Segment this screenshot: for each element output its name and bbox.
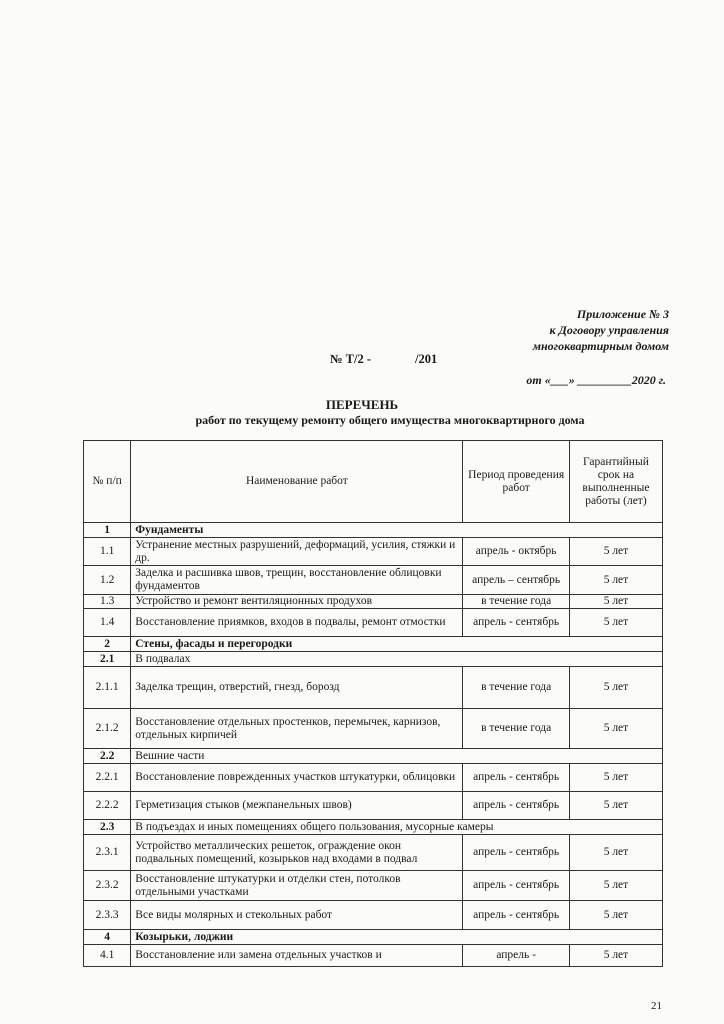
table-section-row: [84, 652, 663, 667]
work-name: Заделка и расшивка швов, трещин, восстановление облицовки фундаментов: [131, 566, 463, 595]
warranty-term: 5 лет: [569, 667, 662, 709]
work-period: апрель – сентябрь: [463, 566, 569, 595]
work-name: Восстановление приямков, входов в подвалы, ремонт отмостки: [131, 609, 463, 637]
section-name: Вешние части: [131, 749, 663, 764]
table-row: [84, 945, 663, 967]
warranty-term: 5 лет: [569, 945, 662, 967]
table-row: [84, 538, 663, 566]
header-term: Гарантийный срок на выполненные работы (лет): [569, 441, 662, 523]
work-period: апрель - сентябрь: [463, 835, 569, 871]
work-period: в течение года: [463, 595, 569, 609]
row-number: 2: [84, 637, 131, 652]
row-number: 1.1: [84, 538, 131, 566]
contract-number: [330, 352, 437, 367]
table-row: [84, 709, 663, 749]
work-period: апрель - сентябрь: [463, 764, 569, 792]
section-name: В подвалах: [131, 652, 663, 667]
row-number: 2.1.2: [84, 709, 131, 749]
warranty-term: 5 лет: [569, 764, 662, 792]
row-number: 2.1: [84, 652, 131, 667]
table-section-row: [84, 523, 663, 538]
warranty-term: 5 лет: [569, 901, 662, 930]
work-name: Заделка трещин, отверстий, гнезд, борозд: [131, 667, 463, 709]
work-name: Герметизация стыков (межпанельных швов): [131, 792, 463, 820]
section-name: В подъездах и иных помещениях общего пользования, мусорные камеры: [131, 820, 663, 835]
table-row: [84, 835, 663, 871]
work-period: апрель - сентябрь: [463, 871, 569, 901]
row-number: 2.3.2: [84, 871, 131, 901]
table-body: [84, 523, 663, 967]
row-number: 4.1: [84, 945, 131, 967]
table-row: [84, 667, 663, 709]
row-number: 2.3.1: [84, 835, 131, 871]
document-subtitle: работ по текущему ремонту общего имущества многоквартирного дома: [195, 413, 585, 427]
work-period: апрель - сентябрь: [463, 792, 569, 820]
row-number: 2.2.2: [84, 792, 131, 820]
table-row: [84, 871, 663, 901]
table-row: [84, 901, 663, 930]
table-section-row: [84, 749, 663, 764]
document-title: ПЕРЕЧЕНЬ: [325, 397, 399, 412]
section-name: Козырьки, лоджии: [131, 930, 663, 945]
section-name: Фундаменты: [131, 523, 663, 538]
contract-number-prefix: № Т/2 -: [330, 352, 372, 366]
warranty-term: 5 лет: [569, 835, 662, 871]
work-period: апрель -: [463, 945, 569, 967]
header-period: Период проведения работ: [463, 441, 569, 523]
work-name: Восстановление поврежденных участков штукатурки, облицовки: [131, 764, 463, 792]
row-number: 2.3.3: [84, 901, 131, 930]
table-section-row: [84, 930, 663, 945]
warranty-term: 5 лет: [569, 538, 662, 566]
work-name: Восстановление или замена отдельных участков и: [131, 945, 463, 967]
row-number: 1.4: [84, 609, 131, 637]
table-header-row: [84, 441, 663, 523]
row-number: 1.2: [84, 566, 131, 595]
work-period: апрель - сентябрь: [463, 901, 569, 930]
warranty-term: 5 лет: [569, 609, 662, 637]
table-row: [84, 595, 663, 609]
work-period: апрель - октябрь: [463, 538, 569, 566]
work-name: Восстановление штукатурки и отделки стен, потолков отдельными участками: [131, 871, 463, 901]
row-number: 2.2.1: [84, 764, 131, 792]
appendix-line-2: к Договору управления: [549, 323, 669, 337]
work-period: в течение года: [463, 667, 569, 709]
work-period: в течение года: [463, 709, 569, 749]
table-row: [84, 566, 663, 595]
work-name: Устройство металлических решеток, ограждение окон подвальных помещений, козырьков над входами в подвал: [131, 835, 463, 871]
contract-date: от «___» _________2020 г.: [526, 373, 666, 387]
table-row: [84, 764, 663, 792]
section-name: Стены, фасады и перегородки: [131, 637, 663, 652]
page-number: 21: [651, 1000, 662, 1012]
row-number: 1: [84, 523, 131, 538]
header-num: № п/п: [84, 441, 131, 523]
row-number: 2.1.1: [84, 667, 131, 709]
row-number: 2.3: [84, 820, 131, 835]
row-number: 1.3: [84, 595, 131, 609]
work-name: Устранение местных разрушений, деформаций, усилия, стяжки и др.: [131, 538, 463, 566]
appendix-line-1: Приложение № 3: [576, 307, 669, 321]
row-number: 4: [84, 930, 131, 945]
work-name: Все виды молярных и стекольных работ: [131, 901, 463, 930]
table-section-row: [84, 820, 663, 835]
warranty-term: 5 лет: [569, 595, 662, 609]
works-table: [83, 440, 663, 967]
work-name: Устройство и ремонт вентиляционных продухов: [131, 595, 463, 609]
table-section-row: [84, 637, 663, 652]
row-number: 2.2: [84, 749, 131, 764]
work-period: апрель - сентябрь: [463, 609, 569, 637]
table-row: [84, 609, 663, 637]
warranty-term: 5 лет: [569, 709, 662, 749]
header-name: Наименование работ: [131, 441, 463, 523]
appendix-block: [533, 306, 669, 354]
appendix-line-3: многоквартирным домом: [532, 339, 669, 353]
warranty-term: 5 лет: [569, 792, 662, 820]
table-row: [84, 792, 663, 820]
warranty-term: 5 лет: [569, 566, 662, 595]
contract-number-year: /201: [415, 352, 438, 366]
work-name: Восстановление отдельных простенков, перемычек, карнизов, отдельных кирпичей: [131, 709, 463, 749]
warranty-term: 5 лет: [569, 871, 662, 901]
